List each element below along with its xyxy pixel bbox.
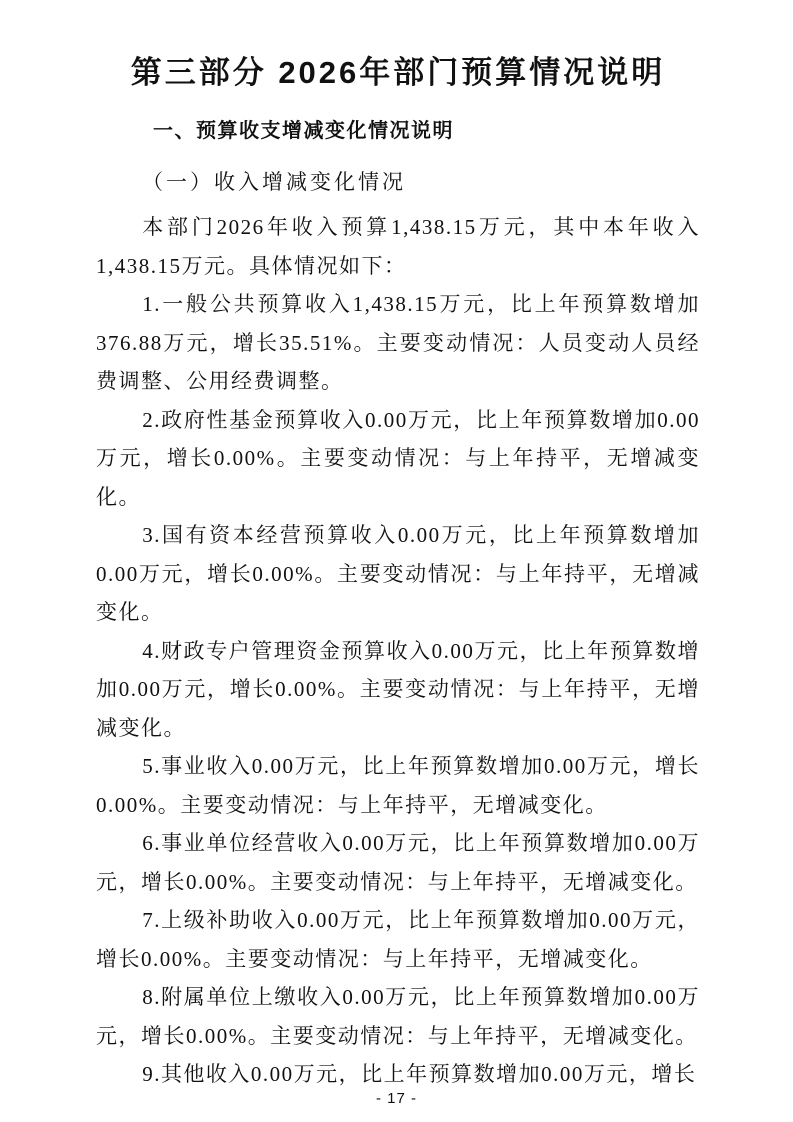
paragraph: 3.国有资本经营预算收入0.00万元，比上年预算数增加0.00万元，增长0.00%。主要变动情况：与上年持平，无增减变化。 [96, 523, 700, 624]
subsection-heading: （一）收入增减变化情况 [142, 170, 406, 194]
document-title: 第三部分 2026年部门预算情况说明 [130, 55, 666, 90]
paragraph: 2.政府性基金预算收入0.00万元，比上年预算数增加0.00万元，增长0.00%。主要变动情况：与上年持平，无增减变化。 [96, 407, 700, 509]
paragraph: 7.上级补助收入0.00万元，比上年预算数增加0.00万元，增长0.00%。主要变动情况：与上年持平，无增减变化。 [96, 908, 700, 971]
section-heading: 一、预算收支增减变化情况说明 [153, 120, 454, 142]
paragraph: 8.附属单位上缴收入0.00万元，比上年预算数增加0.00万元，增长0.00%。主要变动情况：与上年持平，无增减变化。 [96, 985, 700, 1048]
paragraph: 本部门2026年收入预算1,438.15万元，其中本年收入1,438.15万元。具体情况如下： [96, 215, 700, 278]
paragraph: 1.一般公共预算收入1,438.15万元，比上年预算数增加376.88万元，增长35.51%。主要变动情况：人员变动人员经费调整、公用经费调整。 [96, 292, 700, 393]
paragraph: 5.事业收入0.00万元，比上年预算数增加0.00万元，增长0.00%。主要变动情况：与上年持平，无增减变化。 [96, 754, 700, 817]
page-number: - 17 - [375, 1090, 417, 1107]
paragraph: 9.其他收入0.00万元，比上年预算数增加0.00万元，增长 [142, 1062, 697, 1086]
paragraph-list [96, 208, 700, 1094]
paragraph: 6.事业单位经营收入0.00万元，比上年预算数增加0.00万元，增长0.00%。主要变动情况：与上年持平，无增减变化。 [96, 831, 700, 894]
paragraph: 4.财政专户管理资金预算收入0.00万元，比上年预算数增加0.00万元，增长0.00%。主要变动情况：与上年持平，无增减变化。 [96, 638, 700, 740]
